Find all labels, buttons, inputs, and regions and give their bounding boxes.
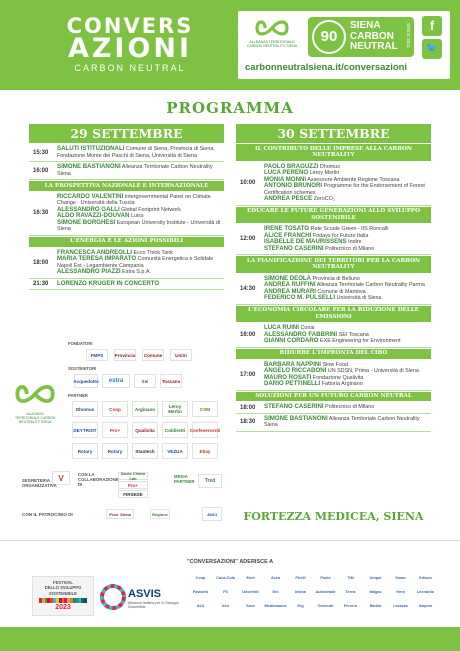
facebook-icon[interactable]: f xyxy=(422,16,442,36)
speaker-affiliation: Programme for the Endorsement of Forest Certification schemes xyxy=(264,183,425,196)
segreteria-line: SEGRETERIA xyxy=(22,478,50,483)
speaker-name: SIMONE BORGHESI xyxy=(57,218,116,226)
badge-number: 90 xyxy=(312,20,346,54)
patrocinio-logo: ANCI xyxy=(202,507,222,521)
speaker-entry xyxy=(264,381,428,388)
speaker-name: BARBARA NAPPINI xyxy=(264,360,321,368)
media-line: PARTNER xyxy=(174,479,195,484)
speaker-name: MARIA TERESA IMPARATO xyxy=(57,255,137,263)
asvis-partner-logo: Pirelli xyxy=(295,576,306,580)
partner-logo: Leroy Merlin xyxy=(162,401,188,417)
badge-text-line: SIENA xyxy=(350,20,381,31)
speaker-name: FEDERICO M. PULSELLI xyxy=(264,294,336,302)
slot-body xyxy=(262,402,431,413)
speaker-name: ALESSANDRO PIAZZI xyxy=(57,268,121,276)
speaker-affiliation: Assessore Ambiente Regione Toscana xyxy=(307,176,400,183)
collaborazione-label xyxy=(78,472,119,487)
speaker-name: IRENE TOSATO xyxy=(264,225,310,233)
speaker-affiliation: SEI Toscana xyxy=(338,331,369,338)
partner-logo: Arginano xyxy=(132,401,158,417)
program-slot xyxy=(236,323,431,348)
slot-time: 18:30 xyxy=(240,419,256,426)
slot-time: 17:00 xyxy=(240,371,256,378)
program-slot xyxy=(236,162,431,206)
asvis-subtitle: Alleanza Italiana per lo Sviluppo Sostenibile xyxy=(128,601,180,609)
speaker-affiliation: Fridays for Future Italia xyxy=(312,232,369,239)
speaker-name: SIMONE BASTIANONI xyxy=(57,163,121,170)
bottom-band xyxy=(0,627,460,651)
speaker-affiliation: Conai xyxy=(300,325,315,332)
speaker-affiliation: Estra S.p.A. xyxy=(122,269,151,276)
partner-logo: Pro+ xyxy=(102,422,128,438)
section-bar: EDUCARE LE FUTURE GENERAZIONI ALLO SVILUPPO SOSTENIBILE xyxy=(236,207,431,224)
asvis-partner-logo: Hera xyxy=(396,590,405,594)
sponsor-area xyxy=(10,339,226,527)
asvis-partner-logo: Enel xyxy=(246,576,255,580)
section-bar: LA PIANIFICAZIONE DEI TERRITORI PER LA CARBON NEUTRALITY xyxy=(236,256,431,273)
speaker-entry xyxy=(264,295,428,302)
speaker-name: ANDREA RUFFINI xyxy=(264,281,316,289)
speaker-affiliation: Slow Food xyxy=(322,361,348,368)
speaker-name: LUCA PERENO xyxy=(264,169,309,177)
media-partner-logo: Tred xyxy=(198,474,222,488)
day-column-30-settembre xyxy=(236,124,431,432)
speaker-entry xyxy=(264,246,428,253)
speaker-affiliation: Comune di Mantova xyxy=(317,288,366,295)
asvis-partner-logo: Fastweb xyxy=(192,590,209,594)
segreteria-label xyxy=(22,478,57,488)
siena-carbon-neutral-badge xyxy=(308,17,414,57)
sponsor-logo: Toscana xyxy=(160,374,182,388)
asvis-partner-logo: Acea xyxy=(270,576,281,580)
program-slot xyxy=(29,279,224,291)
collab-logo: Santa Chiara Lab xyxy=(118,472,148,480)
asvis-partner-logo: Terna xyxy=(345,590,356,594)
asvis-partner-logo: Edison xyxy=(419,576,432,580)
speaker-name: MAURO ROSATI xyxy=(264,373,312,381)
festival-line: SOSTENIBILE xyxy=(49,590,77,596)
asvis-partner-logo: Barilla xyxy=(369,604,382,608)
partner-logo: Stantech xyxy=(132,443,158,459)
speaker-affiliation: Luiss xyxy=(130,213,144,220)
speaker-affiliation: Comune di Siena, Provincia di Siena, Fondazione Monte dei Paschi di Siena, Università di Siena xyxy=(57,146,215,159)
slot-body xyxy=(262,224,431,254)
twitter-icon[interactable]: 🐦 xyxy=(422,39,442,59)
badge-text xyxy=(350,21,398,53)
section-bar: RIDURRE L'IMPRONTA DEL CIBO xyxy=(236,349,431,359)
speaker-entry xyxy=(57,281,221,288)
asvis-partner-logo: Poste xyxy=(320,576,331,580)
infinity-leaf-icon xyxy=(14,381,56,407)
speaker-affiliation: Politecnico di Milano xyxy=(325,245,375,252)
speaker-name: RICCARDO VALENTINI xyxy=(57,192,124,200)
media-line: MEDIA xyxy=(174,474,188,479)
asvis-partners-grid xyxy=(188,572,438,614)
logo-line-3: CARBON NEUTRAL xyxy=(74,63,186,73)
asvis-partner-logo: Erg xyxy=(297,604,304,608)
partner-label: PARTNER xyxy=(68,393,88,398)
asvis-partner-logo: TIM xyxy=(347,576,354,580)
logo-line-2: AZIONI xyxy=(67,33,193,64)
program-slot xyxy=(236,360,431,391)
asvis-partner-logo: Coop xyxy=(195,576,206,580)
speaker-name: ALICE FRANCHI xyxy=(264,231,312,239)
speaker-name: SIMONE BASTIANONI xyxy=(264,414,328,422)
sponsor-logo: Acquedotto xyxy=(74,374,98,388)
asvis-wordmark: ASVIS xyxy=(128,588,162,600)
carbon-neutrality-text: ALLEANZA TERRITORIALE CARBON NEUTRALITY SIENA xyxy=(14,412,56,424)
speaker-affiliation: UN SDSN, Prima - Università di Siena xyxy=(327,368,419,375)
slot-body xyxy=(55,248,224,278)
program-slot xyxy=(236,402,431,414)
asvis-partner-logo: Mediobanca xyxy=(264,604,287,608)
speaker-entry xyxy=(264,338,428,345)
speaker-affiliation: Ecco Think Tank xyxy=(133,249,173,256)
asvis-partner-logo: A2A xyxy=(196,604,205,608)
program-slot xyxy=(236,224,431,255)
partner-logo: Dhomus xyxy=(72,401,98,417)
program-slot xyxy=(29,192,224,236)
asvis-partner-logo: Leonardo xyxy=(416,590,435,594)
speaker-name: GIANNI CORDARO xyxy=(264,337,319,345)
segreteria-line: ORGANIZZATIVA xyxy=(22,483,57,488)
speaker-affiliation: Alleanza Territoriale Carbon Neutrality Parma xyxy=(316,282,425,289)
day-header: 29 SETTEMBRE xyxy=(29,124,224,143)
slot-body xyxy=(262,323,431,347)
speaker-name: ALESSANDRO GALLI xyxy=(57,205,120,213)
logo-line-1: CONVERS xyxy=(66,14,194,38)
slot-body xyxy=(55,162,224,179)
badge-since: SINCE 2011 xyxy=(406,23,411,48)
collab-logo: Pro+ xyxy=(118,481,148,489)
speaker-entry xyxy=(57,146,221,159)
collab-logo: FIRSEDE xyxy=(118,490,148,498)
speaker-name: ISABELLE DE MAURISSENS xyxy=(264,238,347,246)
speaker-entry xyxy=(264,416,428,429)
asvis-partner-logo: Iren xyxy=(222,604,229,608)
festival-sviluppo-sostenibile-logo xyxy=(32,576,94,616)
carbon-neutrality-logo-large xyxy=(14,381,56,424)
speaker-name: LORENZO KRUGER IN CONCERTO xyxy=(57,279,160,287)
festival-year: 2023 xyxy=(55,604,71,612)
partner-logo: Coop xyxy=(102,401,128,417)
festival-line: FESTIVAL xyxy=(53,580,73,585)
program-slot xyxy=(29,144,224,162)
asvis-partner-logo: Lavazza xyxy=(393,604,408,608)
speaker-affiliation: European University Institute - Università di Siena xyxy=(57,219,221,233)
asvis-partner-logo: Ferrero xyxy=(343,604,358,608)
speaker-name: ANTONIO BRUNORI xyxy=(264,182,323,190)
speaker-affiliation: Università di Siena xyxy=(336,295,382,302)
partner-logo: VEZUA xyxy=(162,443,188,459)
speaker-name: STEFANO CASERINI xyxy=(264,403,324,411)
speaker-entry xyxy=(57,164,221,177)
asvis-logo xyxy=(100,582,182,612)
sostenitori-label: SOSTENITORI xyxy=(68,366,97,371)
carbon-neutrality-logo xyxy=(244,17,300,48)
asvis-partner-logo: Coca-Cola xyxy=(216,576,235,580)
speaker-name: FRANCESCA ANDREOLLI xyxy=(57,248,133,256)
speaker-affiliation: Politecnico di Milano xyxy=(325,404,375,411)
speaker-name: ALDO RAVAZZI-DOUVAN xyxy=(57,212,130,220)
partner-logo: Rotary xyxy=(102,443,128,459)
speaker-name: STEFANO CASERINI xyxy=(264,244,324,252)
slot-time: 15:30 xyxy=(33,149,49,156)
asvis-partner-logo: Unicredit xyxy=(242,590,259,594)
program-slot xyxy=(236,274,431,305)
slot-time: 16:30 xyxy=(33,210,49,217)
slot-body xyxy=(262,414,431,431)
speaker-affiliation: Intergovernmental Panel on Climate Change - Università della Tuscia xyxy=(57,193,211,207)
sponsor-logo: Provincia xyxy=(114,349,136,361)
speaker-affiliation: EXE Engineering for Environment xyxy=(320,338,401,345)
carbon-neutrality-text: ALLEANZA TERRITORIALE CARBON NEUTRALITY SIENA xyxy=(246,40,298,48)
patrocinio-logo: Regione xyxy=(150,509,170,519)
badge-text-line: CARBON xyxy=(350,30,394,42)
header-band xyxy=(0,0,460,90)
speaker-entry xyxy=(264,196,428,203)
infinity-leaf-icon xyxy=(255,17,289,39)
sponsor-logo: FMPS xyxy=(86,349,108,361)
asvis-partner-logo: Snam xyxy=(395,576,406,580)
speaker-affiliation: ZeroCO₂ xyxy=(313,196,335,203)
badge-text-line: NEUTRAL xyxy=(350,41,398,52)
speaker-name: LUCA RUINI xyxy=(264,324,299,332)
day-header: 30 SETTEMBRE xyxy=(236,124,431,143)
speaker-affiliation: Rete Scuole Green - IIS Roncalli xyxy=(310,226,389,233)
day-column-29-settembre xyxy=(29,124,224,290)
program-slot xyxy=(236,414,431,432)
slot-body xyxy=(55,144,224,161)
speaker-entry xyxy=(57,269,221,276)
patrocinio-logo: Prov. Siena xyxy=(106,509,134,519)
partner-logo: Rotary xyxy=(72,443,98,459)
speaker-affiliation: Alleanza Territoriale Carbon Neutrality Siena xyxy=(264,415,420,429)
speaker-name: DARIO PETTINELLI xyxy=(264,380,321,388)
collab-line: CON LA xyxy=(78,472,95,477)
partner-logo: Confesercenti xyxy=(192,422,218,438)
segreteria-logo: V xyxy=(52,471,70,485)
asvis-partner-logo: Autostrade xyxy=(315,590,336,594)
slot-time: 16:00 xyxy=(240,332,256,339)
slot-body xyxy=(262,162,431,205)
program-slot xyxy=(29,162,224,180)
slot-time: 16:00 xyxy=(33,167,49,174)
conversazioni-logo xyxy=(50,16,210,73)
programma-title: PROGRAMMA xyxy=(166,99,294,117)
partner-logo: CSM xyxy=(192,401,218,417)
asvis-partner-logo: Sace xyxy=(246,604,255,608)
sponsor-logo: estra xyxy=(102,374,130,388)
speaker-affiliation: Fattoria Arginano xyxy=(321,381,363,388)
speaker-name: ANDREA MURARI xyxy=(264,287,316,295)
asvis-wheel-icon xyxy=(100,584,126,610)
speaker-name: ANGELO RICCABONI xyxy=(264,367,327,375)
speaker-name: PAOLO BRAGUZZI xyxy=(264,162,319,170)
collab-line: COLLABORAZIONE xyxy=(78,477,119,482)
patrocinio-label: CON IL PATROCINIO DI xyxy=(22,512,73,517)
speaker-name: MONIA MONNI xyxy=(264,175,307,183)
speaker-entry xyxy=(264,404,428,411)
asvis-partner-logo: Eni xyxy=(272,590,279,594)
asvis-partner-logo: Saipem xyxy=(418,604,433,608)
fondatori-label: FONDATORI xyxy=(68,341,93,346)
speaker-entry xyxy=(57,220,221,233)
asvis-partner-logo: Unipol xyxy=(369,576,382,580)
slot-time: 14:30 xyxy=(240,285,256,292)
speaker-name: ALESSANDRO FABBRINI xyxy=(264,330,338,338)
speaker-name: SIMONE DEOLA xyxy=(264,274,312,282)
slot-time: 10:00 xyxy=(240,180,256,187)
media-partner-label xyxy=(174,474,194,484)
venue-label: FORTEZZA MEDICEA, SIENA xyxy=(243,510,424,523)
slot-time: 18:00 xyxy=(240,404,256,411)
slot-body xyxy=(262,360,431,390)
speaker-name: ANDREA PESCE xyxy=(264,195,313,203)
collab-line: DI xyxy=(78,482,83,487)
header-card xyxy=(238,11,450,79)
section-bar: L'ENERGIA E LE AZIONI POSSIBILI xyxy=(29,237,224,247)
sponsor-logo: Sei xyxy=(134,374,156,388)
asvis-partner-logo: Generali xyxy=(317,604,334,608)
speaker-affiliation: Leroy Merlin xyxy=(309,170,340,177)
slot-body xyxy=(55,279,224,290)
sponsor-logo: Comune xyxy=(142,349,164,361)
slot-time: 18:00 xyxy=(33,259,49,266)
aderisce-label: "CONVERSAZIONI" ADERISCE A xyxy=(186,559,274,565)
speaker-affiliation: Comunità Energetica e Solidale Napoli Est - Legambiente Campania xyxy=(57,256,214,269)
section-bar: IL CONTRIBUTO DELLE IMPRESE ALLA CARBON NEUTRALITY xyxy=(236,144,431,161)
speaker-affiliation: Global Footprint Network xyxy=(121,206,181,213)
asvis-partner-logo: Intesa xyxy=(295,590,306,594)
speaker-affiliation: Provincia di Belluno xyxy=(312,275,360,282)
speaker-affiliation: Indire xyxy=(348,239,362,246)
partner-logo: Ebay xyxy=(192,443,218,459)
site-url[interactable]: carbonneutralsiena.it/conversazioni xyxy=(245,62,408,73)
speaker-name: SALUTI ISTITUZIONALI xyxy=(57,145,125,152)
partner-logo: DEYTROIT xyxy=(72,422,98,438)
slot-body xyxy=(55,192,224,235)
slot-time: 21:30 xyxy=(33,280,49,287)
festival-line: DELLO SVILUPPO xyxy=(44,585,82,591)
partner-logo: Qualivita xyxy=(132,422,158,438)
asvis-partner-logo: FS xyxy=(223,590,228,594)
section-bar: LA PROSPETTIVA NAZIONALE E INTERNAZIONALE xyxy=(29,181,224,191)
speaker-affiliation: Fondazione Qualivita xyxy=(312,374,364,381)
speaker-affiliation: Dhomus xyxy=(319,163,340,170)
sponsor-logo: UniSi xyxy=(170,349,192,361)
footer-divider xyxy=(0,540,460,541)
slot-time: 12:00 xyxy=(240,236,256,243)
slot-body xyxy=(262,274,431,304)
speaker-affiliation: Alleanza Territoriale Carbon Neutrality Siena xyxy=(57,164,213,177)
section-bar: SOLUZIONI PER UN FUTURO CARBON NEUTRAL xyxy=(236,392,431,402)
partner-logo: Coldiretti xyxy=(162,422,188,438)
program-slot xyxy=(29,248,224,279)
section-bar: L'ECONOMIA CIRCOLARE PER LA RIDUZIONE DELLE EMISSIONI xyxy=(236,306,431,323)
asvis-partner-logo: Italgas xyxy=(369,590,382,594)
